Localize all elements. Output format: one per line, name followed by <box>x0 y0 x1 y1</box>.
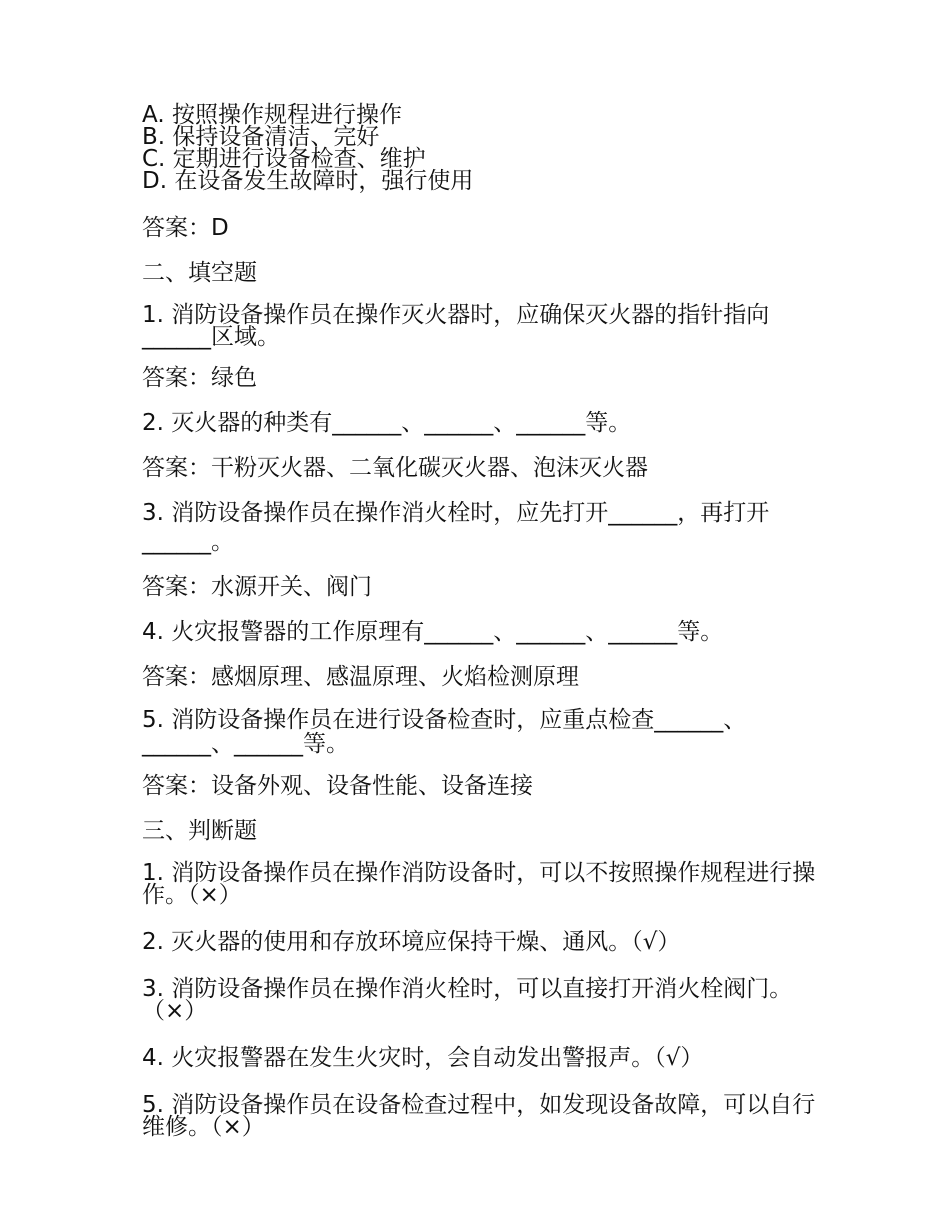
fill-question-5: 5. 消防设备操作员在进行设备检查时，应重点检查______、______、______等。 <box>142 707 747 757</box>
fill-question-1: 1. 消防设备操作员在操作灭火器时，应确保灭火器的指针指向______区域。 <box>142 302 770 350</box>
section-heading-judge: 三、判断题 <box>142 818 257 844</box>
section-heading-fill: 二、填空题 <box>142 260 257 286</box>
option-a: A. 按照操作规程进行操作 <box>142 102 402 128</box>
judge-item-5: 5. 消防设备操作员在设备检查过程中，如发现设备故障，可以自行维修。（×） <box>142 1092 816 1140</box>
judge-item-4: 4. 火灾报警器在发生火灾时，会自动发出警报声。（√） <box>142 1045 704 1071</box>
judge-item-1: 1. 消防设备操作员在操作消防设备时，可以不按照操作规程进行操作。（×） <box>142 860 816 908</box>
option-d: D. 在设备发生故障时，强行使用 <box>142 168 474 194</box>
fill-question-4: 4. 火灾报警器的工作原理有______、______、______等。 <box>142 619 724 645</box>
fill-answer-1: 答案：绿色 <box>142 365 257 391</box>
judge-item-3: 3. 消防设备操作员在操作消火栓时，可以直接打开消火栓阀门。（×） <box>142 976 793 1024</box>
fill-question-2: 2. 灭火器的种类有______、______、______等。 <box>142 410 632 436</box>
fill-answer-2: 答案：干粉灭火器、二氧化碳灭火器、泡沫灭火器 <box>142 455 648 481</box>
fill-question-3: 3. 消防设备操作员在操作消火栓时，应先打开______，再打开______。 <box>142 500 770 555</box>
fill-answer-3: 答案：水源开关、阀门 <box>142 574 372 600</box>
choice-options <box>142 104 822 192</box>
judge-item-2: 2. 灭火器的使用和存放环境应保持干燥、通风。（√） <box>142 929 681 955</box>
option-c: C. 定期进行设备检查、维护 <box>142 146 426 172</box>
fill-answer-4: 答案：感烟原理、感温原理、火焰检测原理 <box>142 664 579 690</box>
choice-answer: 答案：D <box>142 215 229 241</box>
fill-answer-5: 答案：设备外观、设备性能、设备连接 <box>142 773 533 799</box>
option-b: B. 保持设备清洁、完好 <box>142 124 380 150</box>
document-page <box>142 104 822 1163</box>
